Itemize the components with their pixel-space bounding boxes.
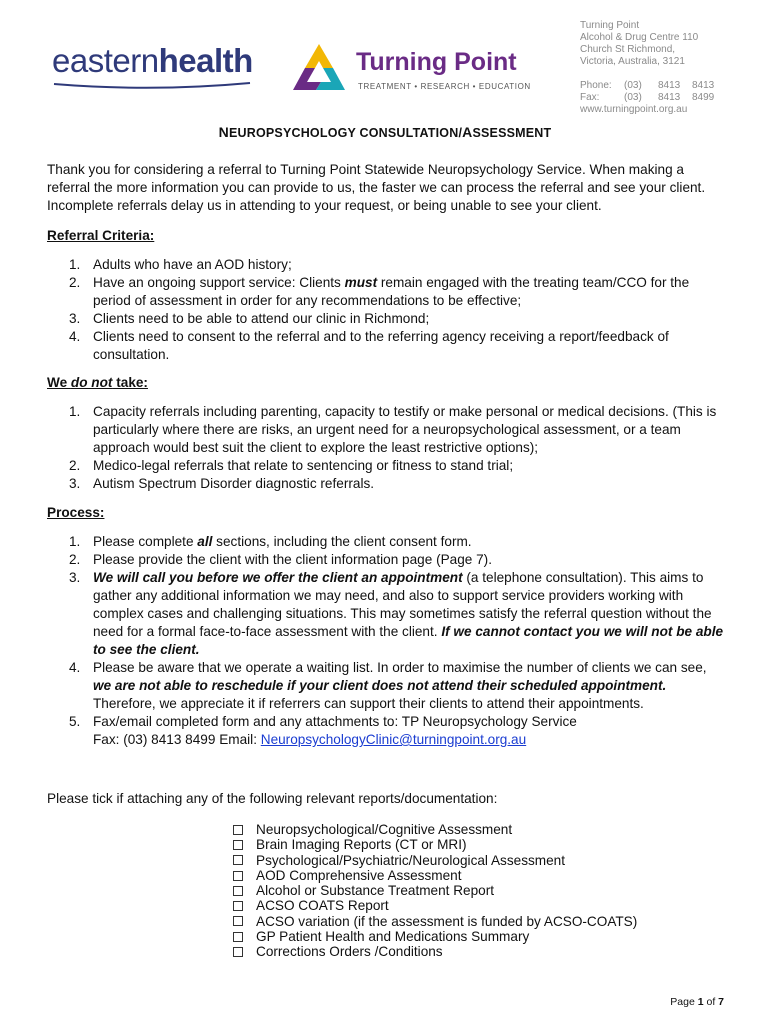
website-line: www.turningpoint.org.au xyxy=(580,104,688,115)
page-number: Page 1 of 7 xyxy=(670,996,724,1008)
turning-point-tagline: TREATMENT • RESEARCH • EDUCATION xyxy=(358,82,531,91)
checklist-item[interactable]: AOD Comprehensive Assessment xyxy=(232,868,637,883)
exclusions-section xyxy=(47,374,727,392)
checkbox[interactable] xyxy=(233,855,243,865)
swoosh-icon xyxy=(52,80,252,90)
list-item: 3. Autism Spectrum Disorder diagnostic referrals. xyxy=(69,476,375,491)
checklist-item[interactable]: ACSO variation (if the assessment is funded by ACSO-COATS) xyxy=(232,914,637,929)
checklist-item[interactable]: Neuropsychological/Cognitive Assessment xyxy=(232,822,637,837)
referral-criteria-list xyxy=(47,256,727,364)
fax-line: Fax: (03) 8413 8499 xyxy=(580,92,715,103)
phone-line: Phone: (03) 8413 8413 xyxy=(580,80,715,91)
eastern-health-logo: easternhealth xyxy=(52,44,252,90)
address-line: Alcohol & Drug Centre 110 xyxy=(580,32,699,43)
checklist-item[interactable]: Psychological/Psychiatric/Neurological Assessment xyxy=(232,853,637,868)
checkbox[interactable] xyxy=(233,825,243,835)
list-item: 1. Adults who have an AOD history; xyxy=(69,257,292,272)
list-item: 2. Medico-legal referrals that relate to sentencing or fitness to stand trial; xyxy=(69,458,514,473)
section-heading: Process: xyxy=(47,505,105,520)
address-line: Church St Richmond, xyxy=(580,44,676,55)
checklist-item[interactable]: GP Patient Health and Medications Summary xyxy=(232,929,637,944)
checkbox[interactable] xyxy=(233,947,243,957)
checkbox[interactable] xyxy=(233,916,243,926)
checklist-item[interactable]: ACSO COATS Report xyxy=(232,898,637,913)
address-block xyxy=(580,20,726,116)
exclusions-list xyxy=(47,403,727,493)
triangle-logo-icon xyxy=(290,42,348,92)
process-list xyxy=(47,533,727,749)
list-item: 2. Please provide the client with the client information page (Page 7). xyxy=(69,552,492,567)
page-title: NEUROPSYCHOLOGY CONSULTATION/ASSESSMENT xyxy=(218,124,552,140)
checkbox[interactable] xyxy=(233,932,243,942)
list-item: 1. Please complete all sections, including the client consent form. xyxy=(69,534,472,549)
list-item: 3. We will call you before we offer the client an appointment (a telephone consultation). This aims to gather any additional information we may need, and also to support service providers working with complex cases and challenging situations. This may sometimes satisfy the referral question without the need for a formal face-to-face assessment with the client. If we cannot contact you we will not be able to see the client. xyxy=(69,570,724,657)
checkbox[interactable] xyxy=(233,871,243,881)
checkbox[interactable] xyxy=(233,886,243,896)
list-item: 3. Clients need to be able to attend our clinic in Richmond; xyxy=(69,311,430,326)
list-item: 4. Clients need to consent to the referral and to the referring agency receiving a report/feedback of consultation. xyxy=(69,329,669,362)
intro-paragraph: Thank you for considering a referral to Turning Point Statewide Neuropsychology Service. When making a referral the more information you can provide to us, the faster we can process the referral and see your client. Incomplete referrals delay us in attending to your request, or being unable to see your client. xyxy=(47,162,706,213)
turning-point-name: Turning Point xyxy=(356,48,517,76)
checklist-item[interactable]: Alcohol or Substance Treatment Report xyxy=(232,883,637,898)
attach-prompt: Please tick if attaching any of the following relevant reports/documentation: xyxy=(47,791,498,806)
address-line: Victoria, Australia, 3121 xyxy=(580,56,685,67)
checkbox[interactable] xyxy=(233,840,243,850)
email-link[interactable]: NeuropsychologyClinic@turningpoint.org.au xyxy=(260,732,527,747)
turning-point-logo xyxy=(290,42,540,92)
section-heading: Referral Criteria: xyxy=(47,228,155,243)
checkbox[interactable] xyxy=(233,901,243,911)
process-section xyxy=(47,504,727,522)
section-heading: We do not take: xyxy=(47,375,148,390)
list-item: 4. Please be aware that we operate a waiting list. In order to maximise the number of clients we can see, we are not able to reschedule if your client does not attend their scheduled appointment. Therefore, we appreciate it if referrers can support their clients to attend their appointments. xyxy=(69,660,707,711)
checklist-item[interactable]: Corrections Orders /Conditions xyxy=(232,944,637,959)
attachment-checklist xyxy=(232,822,637,960)
checklist-item[interactable]: Brain Imaging Reports (CT or MRI) xyxy=(232,837,637,852)
address-line: Turning Point xyxy=(580,20,640,31)
list-item: 5. Fax/email completed form and any attachments to: TP Neuropsychology Service Fax: (03) 8413 8499 Email: NeuropsychologyClinic@turningpoint.org.au xyxy=(69,714,577,747)
referral-criteria-section xyxy=(47,227,727,245)
list-item: 2. Have an ongoing support service: Clients must remain engaged with the treating team/CCO for the period of assessment in order for any recommendations to be effective; xyxy=(69,275,690,308)
list-item: 1. Capacity referrals including parenting, capacity to testify or make personal or medical decisions. (This is particularly where there are risks, an urgent need for a neuropsychological assessment, or a team approach would best suit the client to explore the least restrictive options); xyxy=(69,404,717,455)
